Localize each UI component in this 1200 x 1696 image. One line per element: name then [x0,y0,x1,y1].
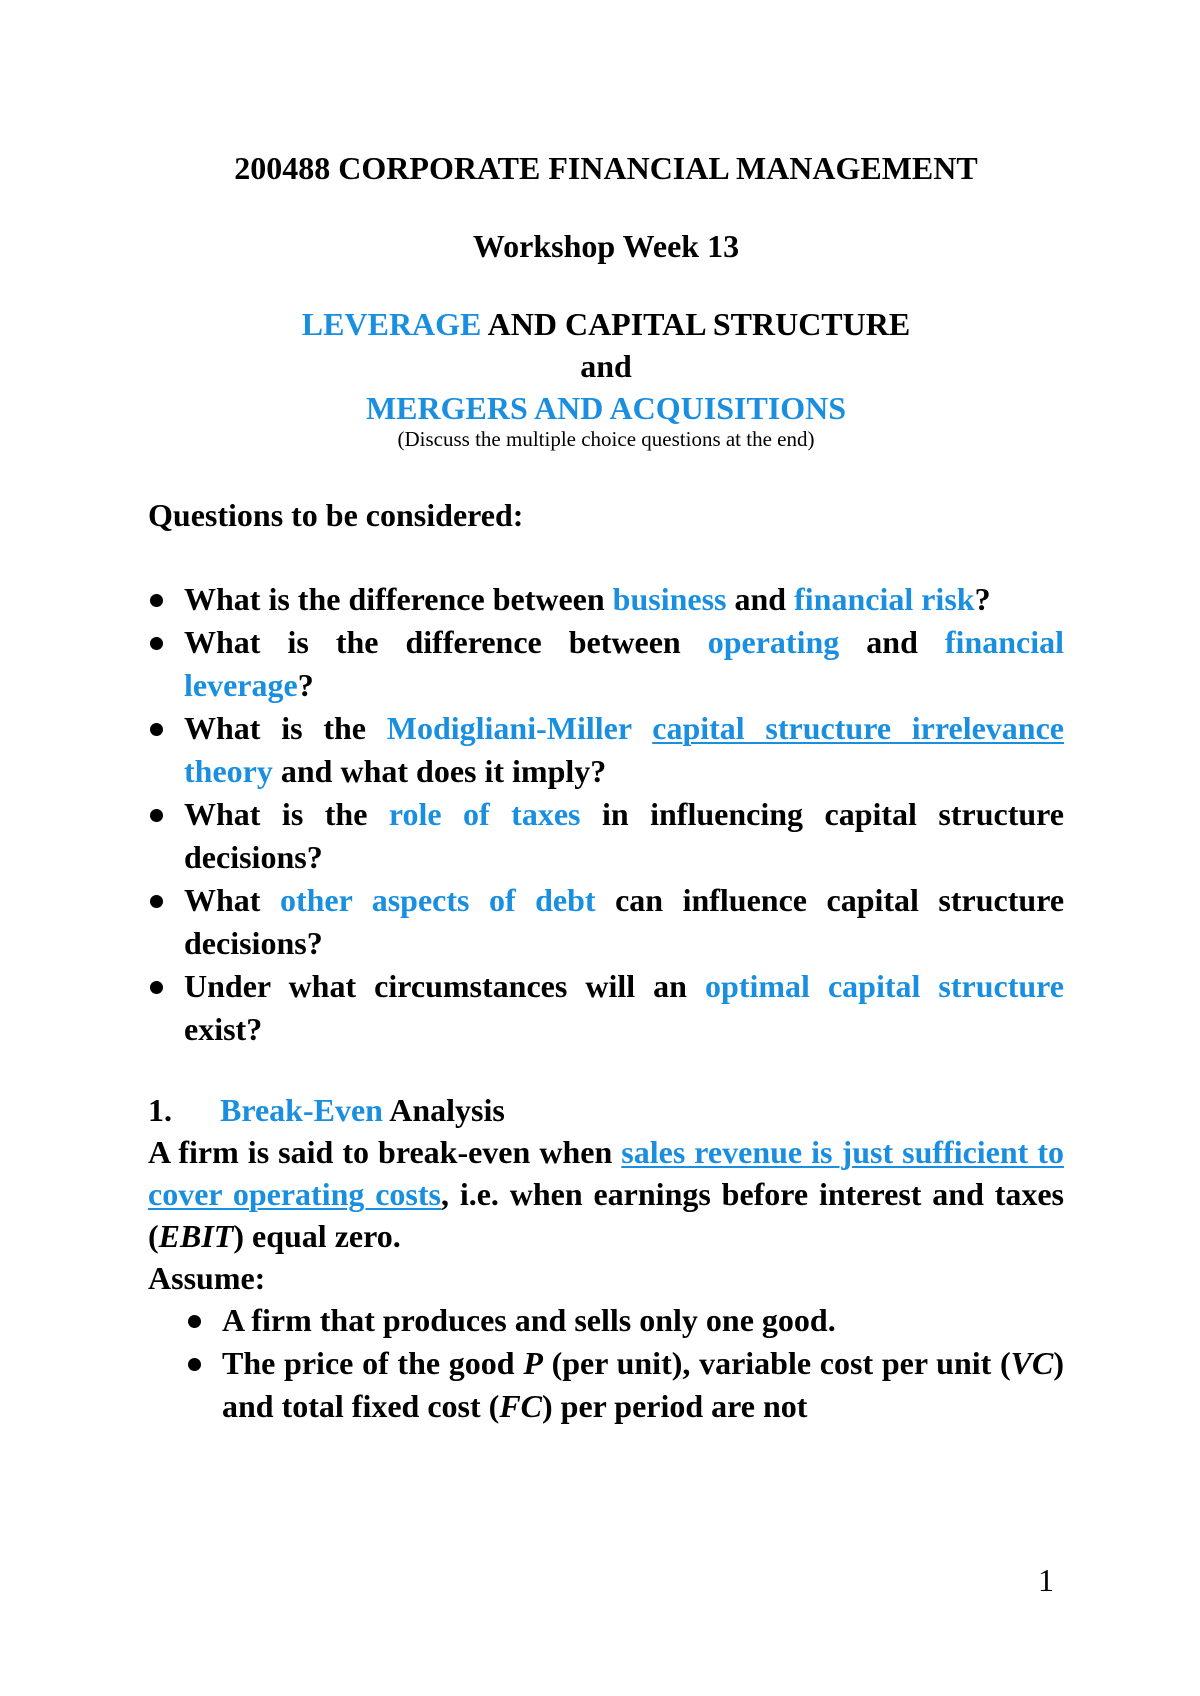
mm-theory-link[interactable]: capital structure irrelevance [652,710,1065,746]
assumption-item: A firm that produces and sells only one good. [186,1299,1064,1342]
section-title-highlight: Break-Even [220,1092,383,1128]
topic-mergers: MERGERS AND ACQUISITIONS [365,390,847,426]
section-heading [148,1089,1064,1131]
question-item: What is the role of taxes in influencing capital structure decisions? [148,793,1064,879]
course-title: 200488 CORPORATE FINANCIAL MANAGEMENT [234,150,978,186]
bullet-icon [150,723,163,736]
question-item: What is the difference between business and financial risk? [148,578,1064,621]
bullet-icon [150,895,163,908]
bullet-icon [188,1358,201,1371]
page-content [148,148,1064,1428]
bullet-icon [150,981,163,994]
bullet-icon [150,809,163,822]
section-number: 1. [148,1092,172,1128]
questions-list [148,578,1064,1051]
discussion-note: (Discuss the multiple choice questions at the end) [397,427,815,451]
topic-leverage-rest: AND CAPITAL STRUCTURE [481,306,911,342]
section-title-rest: Analysis [382,1092,505,1128]
question-item: Under what circumstances will an optimal capital structure exist? [148,965,1064,1051]
questions-heading: Questions to be considered: [148,497,524,533]
bullet-icon [188,1315,201,1328]
topic-leverage [148,303,1064,345]
question-item: What other aspects of debt can influence capital structure decisions? [148,879,1064,965]
bullet-icon [150,637,163,650]
question-item: What is the Modigliani-Miller capital structure irrelevance theory and what does it imply? [148,707,1064,793]
sales-revenue-link[interactable]: sales revenue is just sufficient to cover operating costs [148,1134,1065,1212]
topic-leverage-highlight: LEVERAGE [301,306,482,342]
topic-connector: and [580,348,632,384]
assume-label: Assume: [148,1260,266,1296]
question-item: What is the difference between operating and financial leverage? [148,621,1064,707]
break-even-paragraph: A firm is said to break-even when sales revenue is just sufficient to cover operating costs, i.e. when earnings before interest and taxes (EBIT) equal zero. [148,1134,1065,1254]
page-number: 1 [1038,1562,1054,1598]
bullet-icon [150,594,163,607]
assumptions-list [148,1299,1064,1428]
workshop-title: Workshop Week 13 [472,228,740,264]
assumption-item: The price of the good P (per unit), variable cost per unit (VC) and total fixed cost (FC) per period are not [186,1342,1064,1428]
